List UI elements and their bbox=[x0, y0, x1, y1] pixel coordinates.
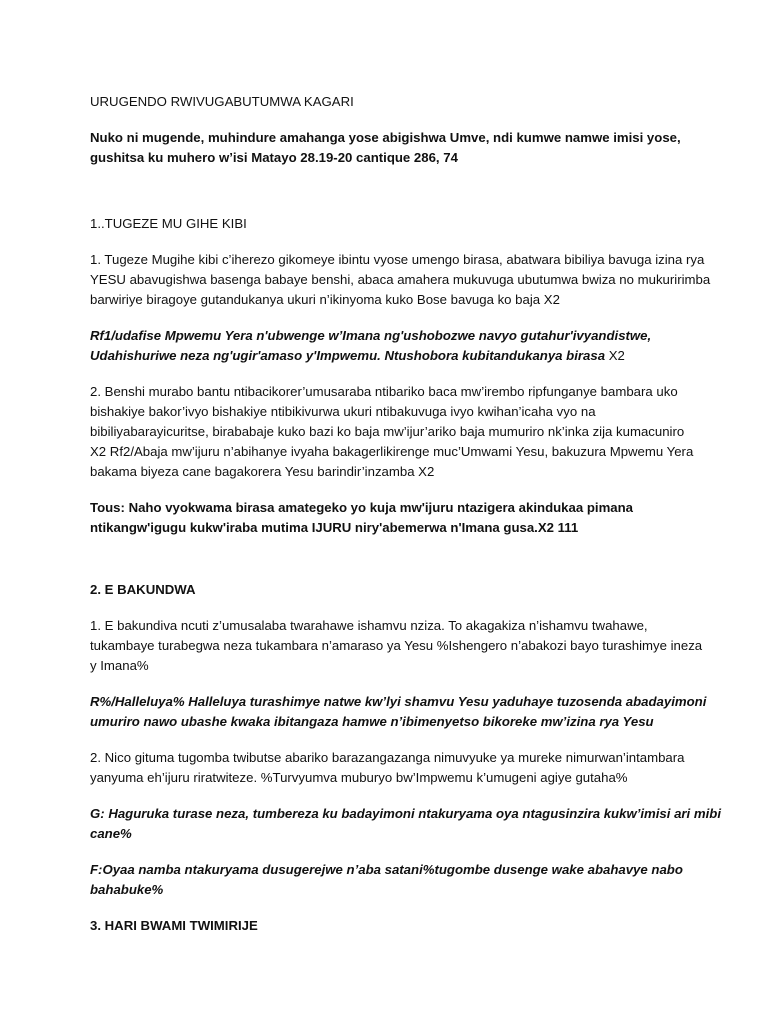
intro-paragraph bbox=[90, 128, 690, 168]
verse-line: 2. Nico gituma tugomba twibutse abariko barazangazanga nimuvyuke ya mureke nimurwan’intambara bbox=[90, 750, 685, 765]
f-line: bahabuke% bbox=[90, 882, 164, 897]
intro-line: gushitsa ku muhero w’isi Matayo 28.19-20 cantique 286, 74 bbox=[90, 150, 458, 165]
section2-verse1 bbox=[90, 616, 703, 676]
tous-line: ntikangw'igugu kukw'iraba mutima IJURU niry'abemerwa n'Imana gusa.X2 111 bbox=[90, 520, 579, 535]
verse-line: tukambaye turabegwa neza tukambara n’amaraso ya Yesu %Ishengero n’abakozi bayo turashimye ineza bbox=[90, 638, 703, 653]
refrain-line: Rf1/udafise Mpwemu Yera n'ubwenge w’Imana ng'ushobozwe navyo gutahur'ivyandistwe, bbox=[90, 328, 652, 343]
verse-line: bibiliyabarayicuritse, birababaje kuko bazi ko baja mw’ijur’ariko baja mumuriro nk’inka zija kumacuniro bbox=[90, 424, 685, 439]
section2-g bbox=[90, 804, 721, 844]
verse-line: YESU abavugishwa basenga babaye benshi, abaca amahera mukuvuga ubutumwa bwiza no mukuririmba bbox=[90, 272, 711, 287]
verse-line: yanyuma eh’ijuru riratwiteze. %Turvyumva muburyo bw’Impwemu k’umugeni agiye gutaha% bbox=[90, 770, 628, 785]
verse-line: y Imana% bbox=[90, 658, 149, 673]
g-line: cane% bbox=[90, 826, 132, 841]
verse-line: bakama biyeza cane bagakorera Yesu barindir’inzamba X2 bbox=[90, 464, 435, 479]
section2-heading: 2. E BAKUNDWA bbox=[90, 582, 196, 597]
section1-tous bbox=[90, 498, 690, 538]
g-line: G: Haguruka turase neza, tumbereza ku badayimoni ntakuryama oya ntagusinzira kukw’imisi ari mibi bbox=[90, 806, 721, 821]
intro-line: Nuko ni mugende, muhindure amahanga yose abigishwa Umve, ndi kumwe namwe imisi yose, bbox=[90, 130, 681, 145]
section2-verse2 bbox=[90, 748, 690, 788]
section2-f bbox=[90, 860, 690, 900]
refrain-suffix: X2 bbox=[605, 348, 625, 363]
section1-heading: 1..TUGEZE MU GIHE KIBI bbox=[90, 216, 247, 231]
verse-line: 2. Benshi murabo bantu ntibacikorer’umusaraba ntibariko baca mw’irembo ripfunganye bambara uko bbox=[90, 384, 678, 399]
verse-line: X2 Rf2/Abaja mw’ijuru n’abihanye ivyaha bakagerlikirenge muc’Umwami Yesu, bakuzura Mpwemu Yera bbox=[90, 444, 694, 459]
section1-verse2 bbox=[90, 382, 694, 482]
verse-line: 1. Tugeze Mugihe kibi c’iherezo gikomeye ibintu vyose umengo birasa, abatwara bibiliya bavuga izina rya bbox=[90, 252, 705, 267]
section3-heading: 3. HARI BWAMI TWIMIRIJE bbox=[90, 918, 258, 933]
refrain-line: Udahishuriwe neza ng'ugir'amaso y'Impwemu. Ntushobora kubitandukanya birasa bbox=[90, 348, 606, 363]
section1-verse1 bbox=[90, 250, 711, 310]
section2-refrain bbox=[90, 692, 707, 732]
document-page bbox=[90, 92, 721, 936]
verse-line: 1. E bakundiva ncuti z’umusalaba twarahawe ishamvu nziza. To akagakiza n’ishamvu twahawe, bbox=[90, 618, 648, 633]
refrain-line: umuriro nawo ubashe kwaka ibitangaza hamwe n’ibimenyetso bikoreke mw’izina rya Yesu bbox=[90, 714, 654, 729]
document-title: URUGENDO RWIVUGABUTUMWA KAGARI bbox=[90, 94, 354, 109]
f-line: F:Oyaa namba ntakuryama dusugerejwe n’aba satani%tugombe dusenge wake abahavye nabo bbox=[90, 862, 683, 877]
tous-line: Tous: Naho vyokwama birasa amategeko yo kuja mw'ijuru ntazigera akindukaa pimana bbox=[90, 500, 634, 515]
refrain-line: R%/Halleluya% Halleluya turashimye natwe kw’lyi shamvu Yesu yaduhaye tuzosenda abadayimoni bbox=[90, 694, 707, 709]
section1-refrain bbox=[90, 326, 690, 366]
verse-line: bishakiye bakor’ivyo bishakiye ntibikivurwa ukuri ntibakuvuga ivyo kwihan’icaha vyo na bbox=[90, 404, 596, 419]
verse-line: barwiriye biragoye gutandukanya ukuri n’ikinyoma kuko Bose bavuga ko baja X2 bbox=[90, 292, 560, 307]
